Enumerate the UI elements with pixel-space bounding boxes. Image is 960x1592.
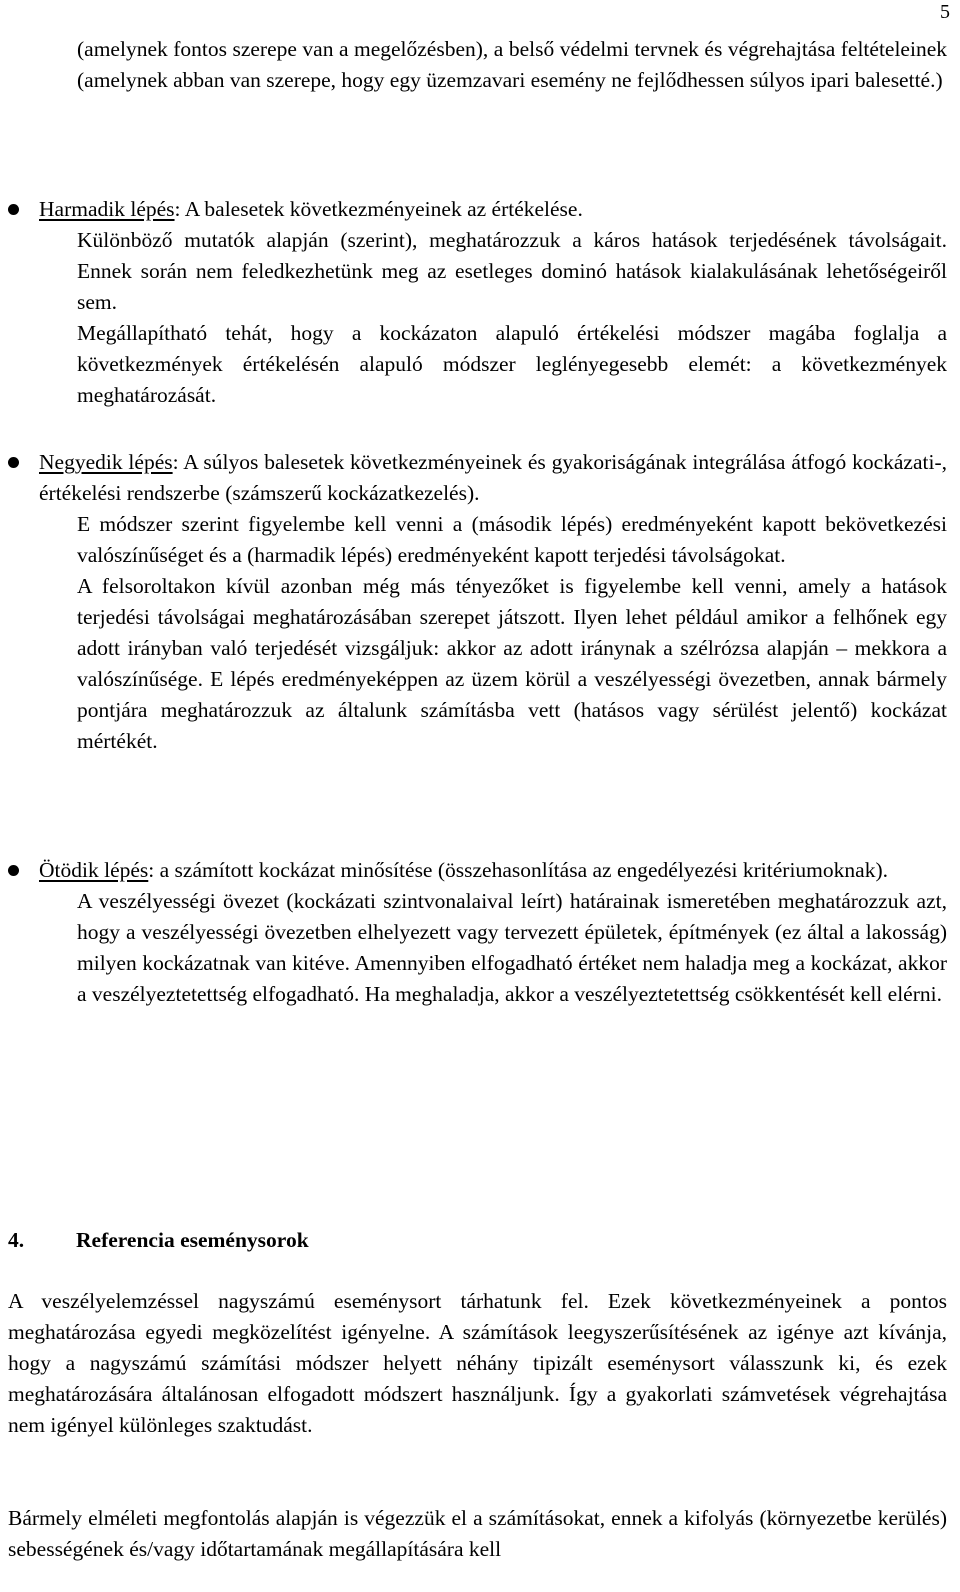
step-paragraph: Különböző mutatók alapján (szerint), meghatározzuk a káros hatások terjedésének távolságait. Ennek során nem feledkezhetünk meg az esetleges dominó hatások kialakulásának lehetőségeiről sem. (77, 228, 947, 314)
section-title: Referencia eseménysorok (76, 1228, 309, 1252)
step-paragraph: A felsoroltakon kívül azonban még más tényezőket is figyelembe kell venni, amely a hatások terjedési távolságai meghatározásában szerepet játszott. Ilyen lehet például amikor a felhőnek egy adott irányban való terjedését vizsgáljuk: akkor az adott iránynak a szélrózsa alapján – mekkora a valószínűsége. E lépés eredményeképpen az üzem körül a veszélyességi övezetben, annak bármely pontjára meghatározzuk az általunk számításba vett (hatásos vagy sérülést jelentő) kockázat mértékét. (77, 574, 947, 753)
step-label: Negyedik lépés (39, 450, 173, 474)
section-number: 4. (8, 1228, 25, 1252)
page-number: 5 (940, 1, 950, 23)
step-title: : A súlyos balesetek következményeinek és gyakoriságának integrálása átfogó kockázati-, értékelési rendszerbe (számszerű kockázatkezelés). (39, 450, 947, 505)
intro-paragraph: (amelynek fontos szerepe van a megelőzésben), a belső védelmi tervnek és végrehajtása feltételeinek (amelynek abban van szerepe, hogy egy üzemzavari esemény ne fejlődhessen súlyos ipari balesetté.) (77, 37, 947, 92)
step-label: Harmadik lépés (39, 197, 175, 221)
bullet-icon (8, 204, 19, 215)
step-title: : A balesetek következményeinek az értékelése. (174, 197, 583, 221)
step-paragraph: E módszer szerint figyelembe kell venni a (második lépés) eredményeként kapott bekövetkezési valószínűséget és a (harmadik lépés) eredményeként kapott terjedési távolságokat. (77, 512, 947, 567)
step-negyedik (8, 447, 947, 757)
step-heading (39, 447, 947, 509)
step-title: : a számított kockázat minősítése (összehasonlítása az engedélyezési kritériumoknak). (148, 858, 888, 882)
step-paragraph: A veszélyességi övezet (kockázati szintvonalaival leírt) határainak ismeretében meghatározzuk azt, hogy a veszélyességi övezetben elhelyezett vagy tervezett épületek, építmények (ez által a lakosság) milyen kockázatnak van kitéve. Amennyiben elfogadható értéket nem haladja meg a kockázat, akkor a veszélyeztetettség elfogadható. Ha meghaladja, akkor a veszélyeztetettség csökkentését kell elérni. (77, 889, 947, 1006)
bullet-icon (8, 457, 19, 468)
body-paragraph: A veszélyelemzéssel nagyszámú eseménysort tárhatunk fel. Ezek következményeinek a pontos meghatározása egyedi megközelítést igényelne. A számítások leegyszerűsítésének az igénye azt kívánja, hogy a nagyszámú számítási módszer helyett néhány tipizált eseménysort válasszunk ki, és ezek meghatározására általánosan elfogadott módszert használjunk. Így a gyakorlati számvetések végrehajtása nem igényel különleges szaktudást. (8, 1289, 947, 1437)
body-paragraph: Bármely elméleti megfontolás alapján is végezzük el a számításokat, ennek a kifolyás (környezetbe kerülés) sebességének és/vagy időtartamának megállapítására kell (8, 1506, 947, 1561)
step-harmadik (8, 194, 947, 411)
step-heading (39, 855, 947, 886)
step-paragraph: Megállapítható tehát, hogy a kockázaton alapuló értékelési módszer magába foglalja a következmények értékelésén alapuló módszer leglényegesebb elemét: a következmények meghatározását. (77, 321, 947, 407)
step-otodik (8, 855, 947, 1010)
step-label: Ötödik lépés (39, 858, 149, 882)
bullet-icon (8, 865, 19, 876)
step-heading (39, 194, 947, 225)
section-heading (8, 1225, 309, 1256)
